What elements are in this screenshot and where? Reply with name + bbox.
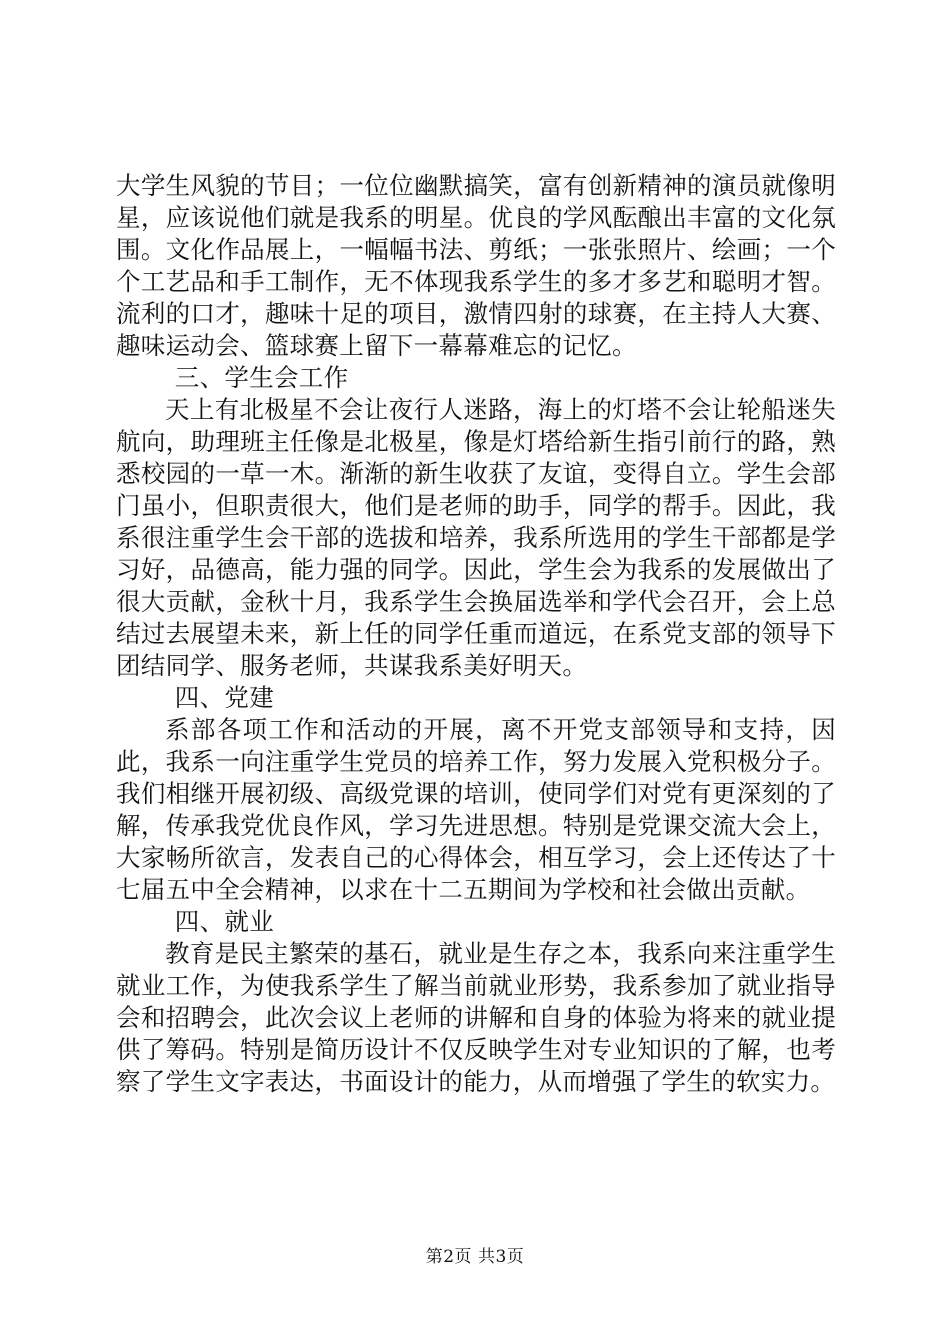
section-heading-party-building: 四、党建 <box>174 683 274 712</box>
paragraph-continued: 大学生风貌的节目；一位位幽默搞笑，富有创新精神的演员就像明星，应该说他们就是我系的明星。优良的学风酝酿出丰富的文化氛围。文化作品展上，一幅幅书法、剪纸；一张张照片、绘画；一个个工艺品和手工制作，无不体现我系学生的多才多艺和聪明才智。流利的口才，趣味十足的项目，激情四射的球赛，在主持人大赛、趣味运动会、篮球赛上留下一幕幕难忘的记忆。 <box>116 171 836 360</box>
paragraph-employment: 教育是民主繁荣的基石，就业是生存之本，我系向来注重学生就业工作，为使我系学生了解当前就业形势，我系参加了就业指导会和招聘会，此次会议上老师的讲解和自身的体验为将来的就业提供了筹码。特别是简历设计不仅反映学生对专业知识的了解，也考察了学生文字表达，书面设计的能力，从而增强了学生的软实力。 <box>116 939 836 1096</box>
section-heading-employment: 四、就业 <box>174 907 274 936</box>
section-heading-student-union: 三、学生会工作 <box>174 363 349 392</box>
page-number: 第2页 共3页 <box>425 1247 525 1267</box>
paragraph-student-union: 天上有北极星不会让夜行人迷路，海上的灯塔不会让轮船迷失航向，助理班主任像是北极星，像是灯塔给新生指引前行的路，熟悉校园的一草一木。渐渐的新生收获了友谊，变得自立。学生会部门虽小，但职责很大，他们是老师的助手，同学的帮手。因此，我系很注重学生会干部的选拔和培养，我系所选用的学生干部都是学习好，品德高，能力强的同学。因此，学生会为我系的发展做出了很大贡献，金秋十月，我系学生会换届选举和学代会召开，会上总结过去展望未来，新上任的同学任重而道远，在系党支部的领导下团结同学、服务老师，共谋我系美好明天。 <box>116 395 836 680</box>
paragraph-party-building: 系部各项工作和活动的开展，离不开党支部领导和支持，因此，我系一向注重学生党员的培养工作，努力发展入党积极分子。我们相继开展初级、高级党课的培训，使同学们对党有更深刻的了解，传承我党优良作风，学习先进思想。特别是党课交流大会上，大家畅所欲言，发表自己的心得体会，相互学习，会上还传达了十七届五中全会精神，以求在十二五期间为学校和社会做出贡献。 <box>116 715 836 904</box>
document-body <box>116 170 836 1098</box>
